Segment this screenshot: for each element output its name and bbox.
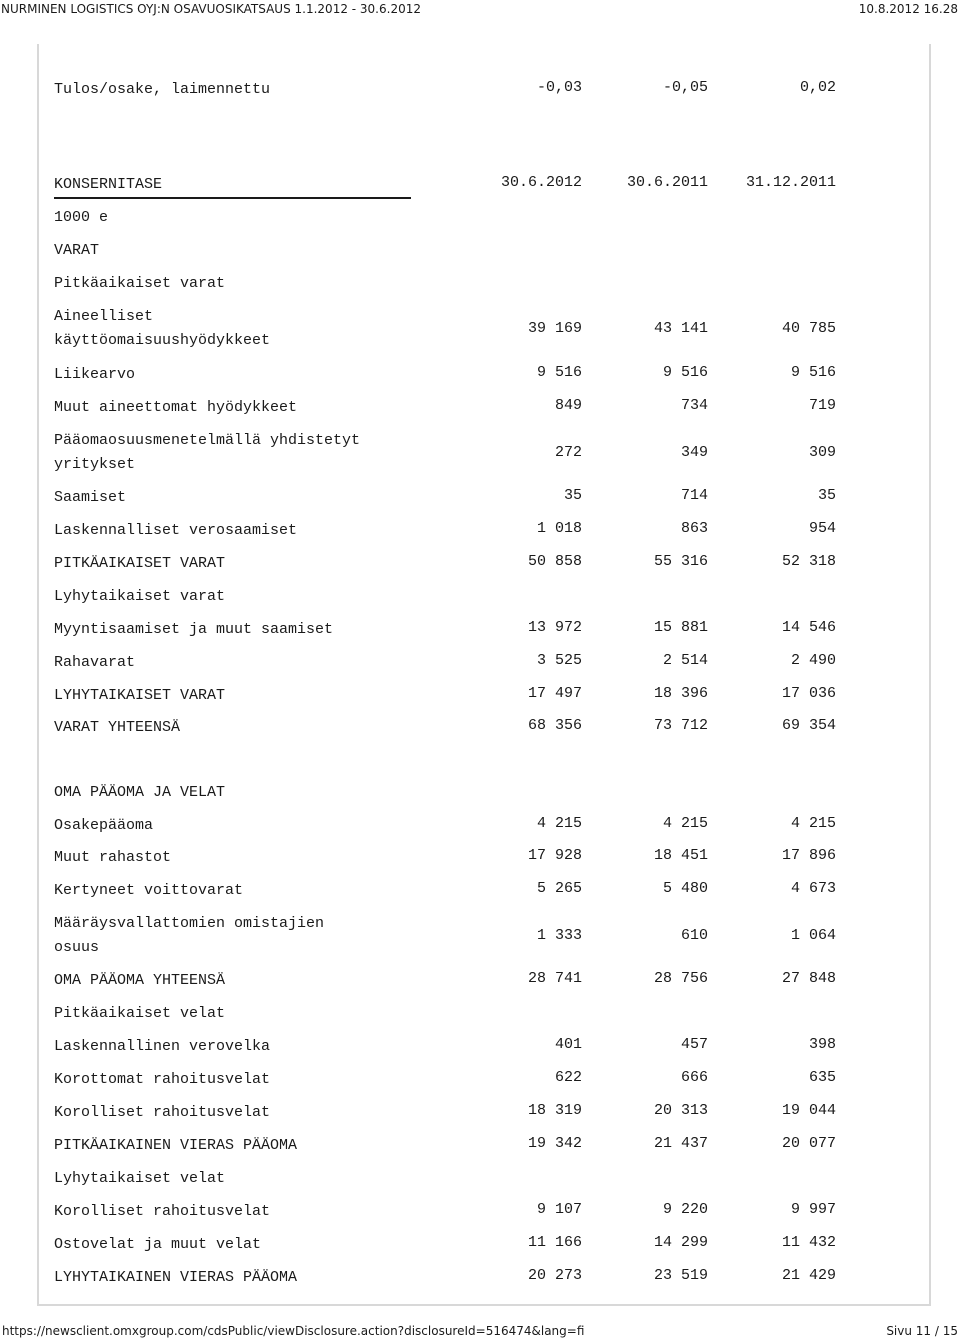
row-label: Saamiset (54, 489, 127, 506)
row-label: Korolliset rahoitusvelat (54, 1203, 271, 1220)
balance-row (54, 552, 836, 572)
row-value: 43 141 (653, 320, 708, 337)
page-number: Sivu 11 / 15 (886, 1324, 958, 1338)
row-value: 18 396 (653, 685, 708, 702)
row-value: 9 220 (662, 1201, 708, 1218)
balance-row (54, 814, 836, 834)
row-value: 714 (680, 487, 708, 504)
row-value: 17 036 (781, 685, 836, 702)
row-value: 39 169 (527, 320, 582, 337)
row-value: 9 997 (790, 1201, 836, 1218)
balance-row (54, 846, 836, 866)
row-value: 17 497 (527, 685, 582, 702)
row-value: 11 432 (781, 1234, 836, 1251)
print-header (0, 0, 960, 18)
row-label: Liikearvo (54, 366, 136, 383)
row-value: 272 (554, 444, 582, 461)
row-value: 1 018 (536, 520, 582, 537)
unit-row (54, 206, 784, 226)
document-title: NURMINEN LOGISTICS OYJ:N OSAVUOSIKATSAUS 1.1.2012 - 30.6.2012 (1, 2, 421, 16)
balance-row (54, 363, 836, 383)
balance-row (54, 585, 784, 605)
row-value: -0,03 (536, 79, 582, 96)
row-value: 40 785 (781, 320, 836, 337)
balance-row (54, 651, 836, 671)
row-label: Laskennallinen verovelka (54, 1038, 271, 1055)
row-label: VARAT YHTEENSÄ (54, 719, 181, 736)
row-label: Muut rahastot (54, 849, 172, 866)
balance-row (54, 429, 836, 477)
unit-label: 1000 e (54, 209, 109, 226)
balance-row (54, 239, 784, 259)
header-underline (54, 197, 411, 199)
row-label: Myyntisaamiset ja muut saamiset (54, 621, 334, 638)
row-value: 309 (808, 444, 836, 461)
row-value: 73 712 (653, 717, 708, 734)
balance-row (54, 272, 784, 292)
row-value: 15 881 (653, 619, 708, 636)
row-label: Pääomaosuusmenetelmällä yhdistetyt yritykset (54, 432, 361, 473)
row-value: 21 429 (781, 1267, 836, 1284)
balance-row (54, 912, 836, 960)
row-value: 19 044 (781, 1102, 836, 1119)
row-value: 457 (680, 1036, 708, 1053)
row-value: 9 107 (536, 1201, 582, 1218)
balance-row (54, 1101, 836, 1121)
eps-row (54, 78, 836, 98)
row-value: 4 215 (790, 815, 836, 832)
balance-row (54, 1035, 836, 1055)
row-value: 28 756 (653, 970, 708, 987)
row-value: 9 516 (662, 364, 708, 381)
row-value: 2 514 (662, 652, 708, 669)
row-label: PITKÄAIKAINEN VIERAS PÄÄOMA (54, 1137, 298, 1154)
balance-row (54, 969, 836, 989)
balance-row (54, 1167, 784, 1187)
balance-row (54, 1233, 836, 1253)
row-value: 2 490 (790, 652, 836, 669)
row-value: 4 215 (662, 815, 708, 832)
row-label: LYHYTAIKAINEN VIERAS PÄÄOMA (54, 1269, 298, 1286)
table-frame-left (37, 44, 39, 1306)
row-value: 622 (554, 1069, 582, 1086)
row-label: Pitkäaikaiset varat (54, 275, 226, 292)
row-value: 14 546 (781, 619, 836, 636)
row-value: 55 316 (653, 553, 708, 570)
row-value: 719 (808, 397, 836, 414)
row-value: 13 972 (527, 619, 582, 636)
row-value: 69 354 (781, 717, 836, 734)
row-value: 17 896 (781, 847, 836, 864)
row-label: Kertyneet voittovarat (54, 882, 244, 899)
balance-title: KONSERNITASE (54, 176, 163, 193)
row-value: 28 741 (527, 970, 582, 987)
row-value: 863 (680, 520, 708, 537)
row-value: 1 064 (790, 927, 836, 944)
row-value: 954 (808, 520, 836, 537)
row-value: 9 516 (536, 364, 582, 381)
row-value: 27 848 (781, 970, 836, 987)
row-label: Ostovelat ja muut velat (54, 1236, 262, 1253)
balance-row (54, 305, 836, 353)
row-label: Osakepääoma (54, 817, 154, 834)
row-value: 9 516 (790, 364, 836, 381)
row-label: Aineelliset käyttöomaisuushyödykkeet (54, 308, 271, 349)
row-value: 1 333 (536, 927, 582, 944)
row-value: 17 928 (527, 847, 582, 864)
table-frame-right (929, 44, 931, 1306)
table-frame-bottom (37, 1304, 931, 1306)
column-header: 31.12.2011 (745, 174, 836, 191)
row-value: 23 519 (653, 1267, 708, 1284)
row-value: -0,05 (662, 79, 708, 96)
balance-row (54, 618, 836, 638)
row-value: 20 077 (781, 1135, 836, 1152)
row-value: 4 673 (790, 880, 836, 897)
row-value: 21 437 (653, 1135, 708, 1152)
balance-row (54, 1002, 784, 1022)
row-label: Määräysvallattomien omistajien osuus (54, 915, 325, 956)
column-header: 30.6.2012 (500, 174, 582, 191)
row-value: 610 (680, 927, 708, 944)
balance-row (54, 716, 836, 736)
row-value: 50 858 (527, 553, 582, 570)
row-value: 68 356 (527, 717, 582, 734)
row-value: 19 342 (527, 1135, 582, 1152)
row-value: 349 (680, 444, 708, 461)
row-value: 5 265 (536, 880, 582, 897)
row-value: 20 273 (527, 1267, 582, 1284)
row-value: 11 166 (527, 1234, 582, 1251)
row-value: 52 318 (781, 553, 836, 570)
row-value: 4 215 (536, 815, 582, 832)
balance-row (54, 1266, 836, 1286)
row-value: 5 480 (662, 880, 708, 897)
row-value: 0,02 (799, 79, 836, 96)
row-value: 734 (680, 397, 708, 414)
row-label: Korolliset rahoitusvelat (54, 1104, 271, 1121)
balance-row (54, 1068, 836, 1088)
row-label: Lyhytaikaiset velat (54, 1170, 226, 1187)
print-timestamp: 10.8.2012 16.28 (858, 2, 958, 16)
row-label: PITKÄAIKAISET VARAT (54, 555, 226, 572)
print-footer (0, 1322, 960, 1340)
row-label: Laskennalliset verosaamiset (54, 522, 298, 539)
row-value: 18 319 (527, 1102, 582, 1119)
row-value: 666 (680, 1069, 708, 1086)
row-value: 20 313 (653, 1102, 708, 1119)
balance-row (54, 879, 836, 899)
row-label: Rahavarat (54, 654, 136, 671)
row-label: Pitkäaikaiset velat (54, 1005, 226, 1022)
row-value: 35 (817, 487, 836, 504)
balance-row (54, 1134, 836, 1154)
row-value: 14 299 (653, 1234, 708, 1251)
row-value: 849 (554, 397, 582, 414)
balance-header-row (54, 173, 836, 193)
row-value: 35 (563, 487, 582, 504)
row-label: Muut aineettomat hyödykkeet (54, 399, 298, 416)
row-label: Tulos/osake, laimennettu (54, 81, 271, 98)
row-value: 18 451 (653, 847, 708, 864)
row-value: 401 (554, 1036, 582, 1053)
row-value: 398 (808, 1036, 836, 1053)
row-label: OMA PÄÄOMA JA VELAT (54, 784, 226, 801)
source-url: https://newsclient.omxgroup.com/cdsPublic/viewDisclosure.action?disclosureId=516474&lang=fi (2, 1324, 585, 1338)
row-label: LYHYTAIKAISET VARAT (54, 687, 226, 704)
balance-row (54, 684, 836, 704)
row-label: Lyhytaikaiset varat (54, 588, 226, 605)
balance-row (54, 519, 836, 539)
row-value: 3 525 (536, 652, 582, 669)
balance-row (54, 396, 836, 416)
row-label: OMA PÄÄOMA YHTEENSÄ (54, 972, 226, 989)
balance-row (54, 1200, 836, 1220)
row-value: 635 (808, 1069, 836, 1086)
column-header: 30.6.2011 (626, 174, 708, 191)
balance-row (54, 486, 836, 506)
row-label: VARAT (54, 242, 100, 259)
balance-row (54, 781, 784, 801)
row-label: Korottomat rahoitusvelat (54, 1071, 271, 1088)
